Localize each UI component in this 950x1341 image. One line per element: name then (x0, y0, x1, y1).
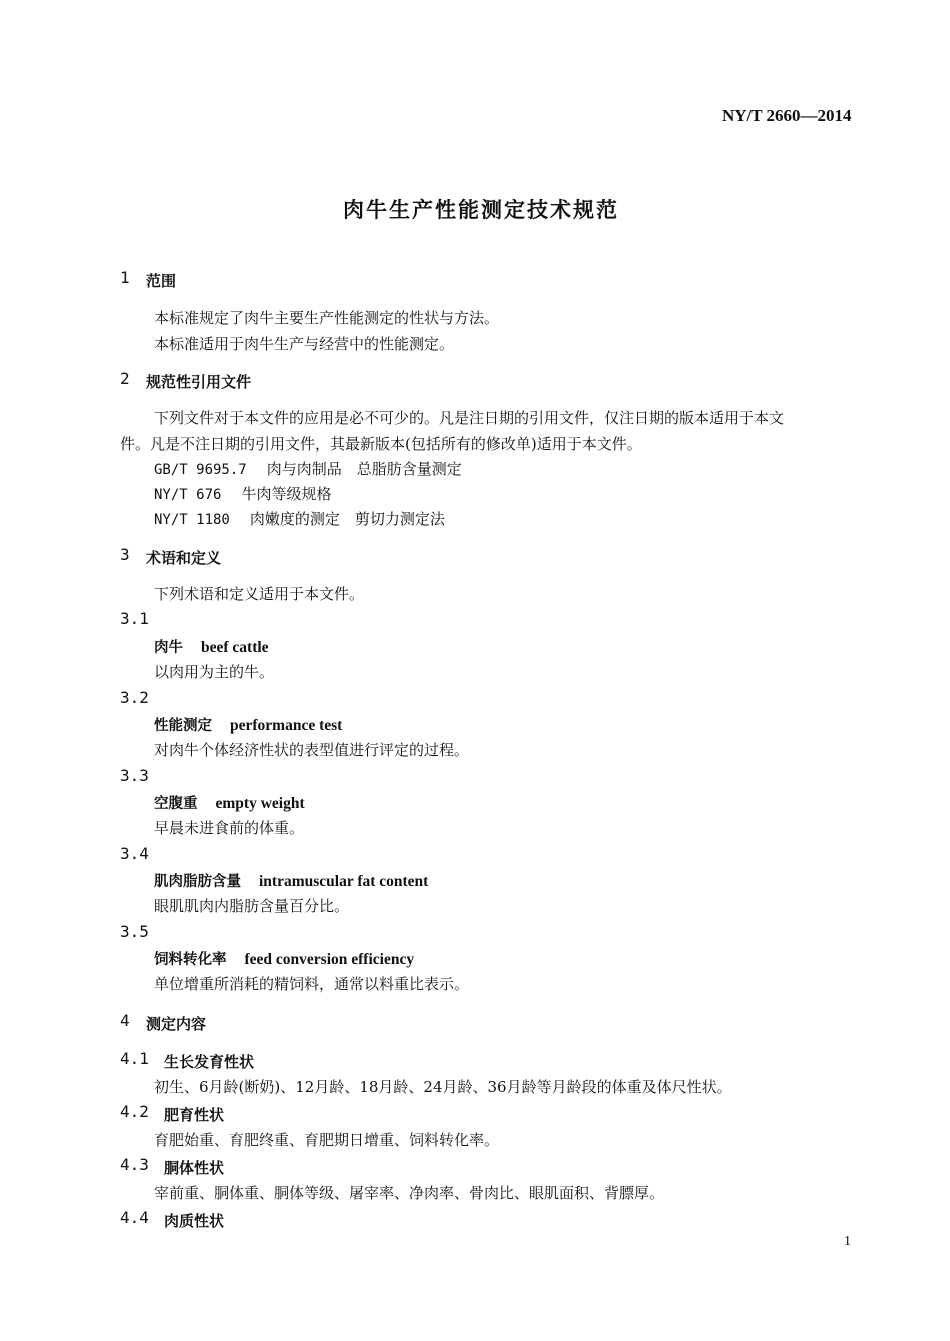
section-3-intro: 下列术语和定义适用于本文件。 (154, 585, 365, 603)
term-3-1-number: 3.1 (120, 609, 149, 628)
term-cn: 肌肉脂肪含量 (154, 874, 241, 890)
subsection-4-3-title: 胴体性状 (164, 1159, 225, 1177)
term-en: feed conversion efficiency (244, 951, 415, 968)
term-3-2-definition: 对肉牛个体经济性状的表型值进行评定的过程。 (154, 741, 470, 759)
term-en: beef cattle (201, 639, 269, 656)
term-3-4-number: 3.4 (120, 844, 149, 863)
subsection-4-1-number: 4.1 (120, 1049, 149, 1068)
section-4-title: 测定内容 (146, 1015, 207, 1033)
term-3-4-heading (154, 870, 428, 891)
term-3-2-number: 3.2 (120, 688, 149, 707)
reference-title: 牛肉等级规格 (241, 485, 332, 503)
term-cn: 肉牛 (154, 640, 183, 656)
term-en: empty weight (215, 795, 305, 812)
subsection-4-2-title: 肥育性状 (164, 1106, 225, 1124)
term-cn: 饲料转化率 (154, 952, 227, 968)
reference-code: NY/T 676 (154, 487, 222, 503)
section-2-paragraph-line-1: 下列文件对于本文件的应用是必不可少的。凡是注日期的引用文件，仅注日期的版本适用于本文 (154, 409, 785, 427)
subsection-4-2-text: 育肥始重、育肥终重、育肥期日增重、饲料转化率。 (154, 1131, 500, 1149)
section-1-paragraph-2: 本标准适用于肉牛生产与经营中的性能测定。 (154, 335, 455, 353)
term-en: intramuscular fat content (259, 873, 429, 890)
term-cn: 性能测定 (154, 718, 212, 734)
term-3-3-definition: 早晨未进食前的体重。 (154, 819, 305, 837)
reference-ny-t-1180 (154, 508, 445, 529)
term-3-3-heading (154, 792, 305, 813)
reference-ny-t-676 (154, 483, 331, 504)
term-3-5-heading (154, 948, 414, 969)
reference-title: 肉嫩度的测定 剪切力测定法 (249, 510, 445, 528)
subsection-4-3-text: 宰前重、胴体重、胴体等级、屠宰率、净肉率、骨肉比、眼肌面积、背膘厚。 (154, 1184, 665, 1202)
term-3-4-definition: 眼肌肌肉内脂肪含量百分比。 (154, 897, 350, 915)
subsection-4-2-number: 4.2 (120, 1102, 149, 1121)
standard-code: NY/T 2660—2014 (722, 106, 852, 125)
reference-code: NY/T 1180 (154, 512, 230, 528)
term-3-5-number: 3.5 (120, 922, 149, 941)
document-title: 肉牛生产性能测定技术规范 (343, 198, 619, 222)
page-number: 1 (844, 1234, 851, 1249)
section-2-title: 规范性引用文件 (146, 373, 252, 391)
subsection-4-4-title: 肉质性状 (164, 1212, 225, 1230)
subsection-4-3-number: 4.3 (120, 1155, 149, 1174)
reference-gb-t-9695-7 (154, 458, 462, 479)
reference-title: 肉与肉制品 总脂肪含量测定 (266, 460, 462, 478)
section-3-title: 术语和定义 (146, 549, 222, 567)
term-cn: 空腹重 (154, 796, 198, 812)
term-3-1-definition: 以肉用为主的牛。 (154, 663, 275, 681)
reference-code: GB/T 9695.7 (154, 462, 247, 478)
section-4-number: 4 (120, 1011, 130, 1030)
subsection-4-1-text: 初生、6月龄(断奶)、12月龄、18月龄、24月龄、36月龄等月龄段的体重及体尺性状。 (154, 1078, 732, 1096)
term-3-3-number: 3.3 (120, 766, 149, 785)
term-3-1-heading (154, 636, 269, 657)
section-1-number: 1 (120, 268, 130, 287)
section-3-number: 3 (120, 545, 130, 564)
section-2-paragraph-line-2: 件。凡是不注日期的引用文件，其最新版本(包括所有的修改单)适用于本文件。 (120, 435, 642, 453)
section-1-paragraph-1: 本标准规定了肉牛主要生产性能测定的性状与方法。 (154, 309, 500, 327)
term-3-2-heading (154, 714, 342, 735)
section-2-number: 2 (120, 369, 130, 388)
subsection-4-1-title: 生长发育性状 (164, 1053, 255, 1071)
section-1-title: 范围 (146, 272, 177, 290)
subsection-4-4-number: 4.4 (120, 1208, 149, 1227)
term-en: performance test (230, 717, 343, 734)
term-3-5-definition: 单位增重所消耗的精饲料，通常以料重比表示。 (154, 975, 470, 993)
